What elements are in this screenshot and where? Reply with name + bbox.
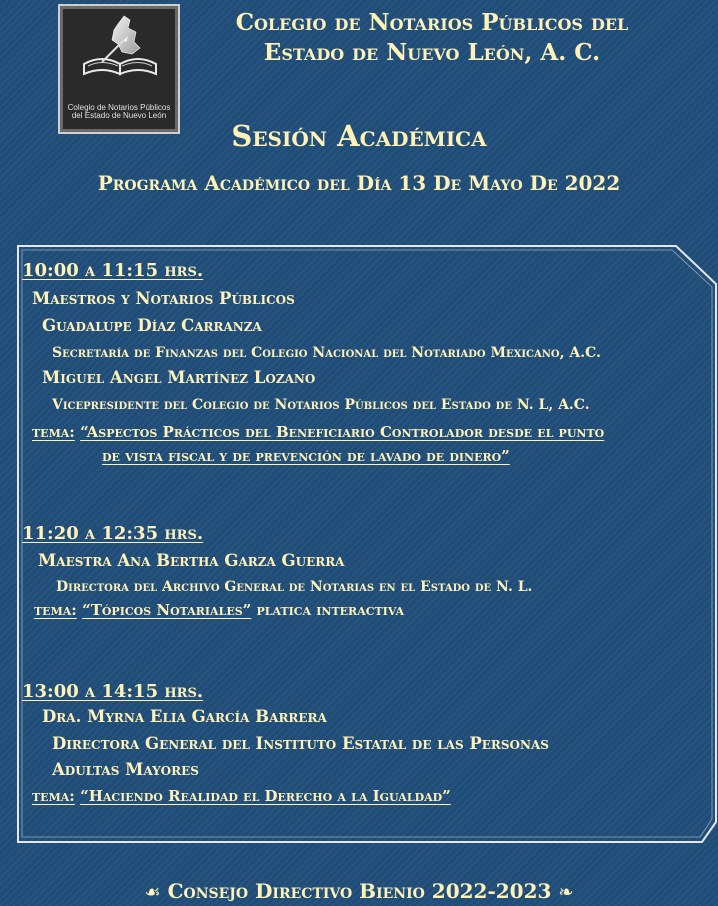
program-date: Programa Académico del Día 13 De Mayo De 2022 [97,171,621,195]
block-2-topic-line-1: “Tópicos Notariales” [82,601,252,619]
block-3-speaker-1: Dra. Myrna Elia García Barrera [42,707,327,726]
footer-text: Consejo Directivo Bienio 2022-2023 [167,879,552,903]
block-3-time: 13:00 a 14:15 hrs. [22,681,204,702]
organization-title [196,8,668,68]
block-2-topic [34,600,404,620]
block-1-speaker-1: Guadalupe Díaz Carranza [42,316,262,335]
footer [0,878,718,906]
block-2-time: 11:20 a 12:35 hrs. [22,523,204,544]
block-3-topic-label: tema: [32,787,75,805]
block-1-speakers-heading: Maestros y Notarios Públicos [32,289,295,308]
block-1-speaker-2: Miguel Angel Martínez Lozano [42,368,316,387]
block-1-role-1: Secretaría de Finanzas del Colegio Nacional del Notariado Mexicano, A.C. [52,345,601,361]
ornament-left-icon: ☙ [144,882,161,903]
organization-title-line-1: Colegio de Notarios Públicos del [235,9,629,36]
open-book-map-icon [78,14,162,82]
block-1-topic-line-1: “Aspectos Prácticos del Beneficiario Controlador desde el punto [80,423,605,441]
block-2-topic-label: tema: [34,601,77,619]
organization-title-line-2: Estado de Nuevo León, A. C. [263,39,601,66]
block-1-time: 10:00 a 11:15 hrs. [22,260,204,281]
block-2-speaker-1: Maestra Ana Bertha Garza Guerra [38,551,345,570]
logo-text-line-2: del Estado de Nuevo León [71,111,167,120]
block-3-role-line-1: Directora General del Instituto Estatal de las Personas [52,734,549,753]
block-2-topic-suffix: platica interactiva [251,601,405,619]
ornament-right-icon: ❧ [558,882,574,903]
block-3-role-line-2: Adultas Mayores [52,760,199,779]
session-title: Sesión Académica [231,119,487,153]
block-1-topic [32,422,604,442]
college-logo [58,4,180,134]
logo-text-line-1: Colegio de Notarios Públicos [67,103,171,112]
block-1-topic-line-2: de vista fiscal y de prevención de lavado de dinero” [102,447,510,465]
block-1-topic-continued [102,446,510,466]
block-3-topic-line-1: “Haciendo Realidad el Derecho a la Igualdad” [80,787,451,805]
block-3-topic [32,786,451,806]
block-1-role-2: Vicepresidente del Colegio de Notarios Públicos del Estado de N. L, A.C. [52,397,590,413]
block-2-role-1: Directora del Archivo General de Notarias en el Estado de N. L. [56,579,533,595]
block-1-topic-label: tema: [32,423,75,441]
